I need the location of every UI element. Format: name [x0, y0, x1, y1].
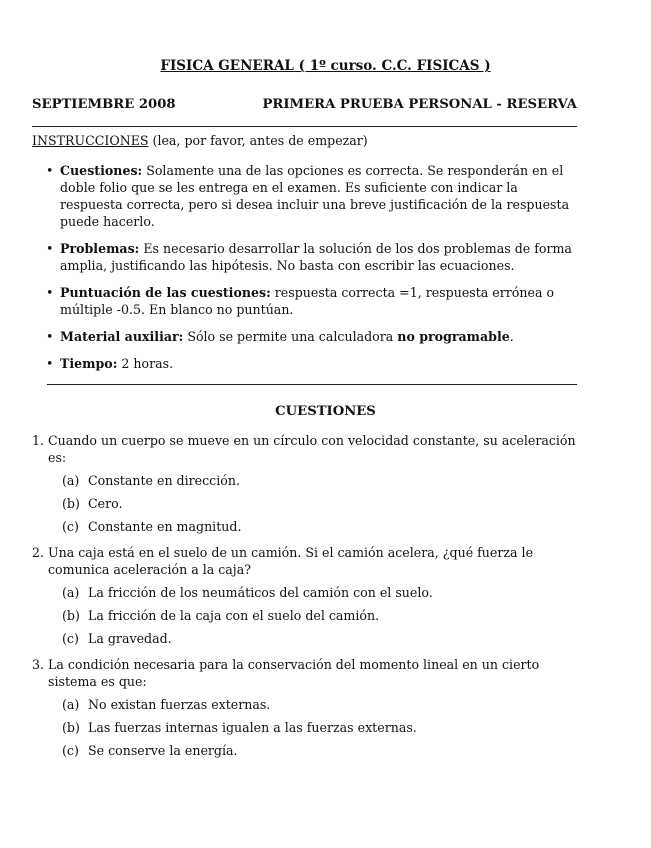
question-number: 1.: [32, 433, 45, 448]
question-text: Una caja está en el suelo de un camión. Si el camión acelera, ¿qué fuerza le comunica aceleración a la caja?: [48, 545, 534, 577]
question-text: Cuando un cuerpo se mueve en un círculo con velocidad constante, su aceleración es:: [48, 433, 576, 465]
option-text: Constante en dirección.: [88, 473, 240, 488]
instruction-text: Solamente una de las opciones es correcta. Se responderán en el doble folio que se les entrega en el examen. Es suficiente con indicar la respuesta correcta, pero si desea incluir una breve justificación de la respuesta puede hacerlo.: [60, 163, 570, 229]
option-item: [62, 742, 580, 759]
course-title: FISICA GENERAL ( 1º curso. C.C. FISICAS ): [160, 58, 491, 74]
instruction-item: [46, 162, 584, 230]
option-letter: (c): [62, 519, 79, 534]
option-text: Las fuerzas internas igualen a las fuerzas externas.: [88, 720, 417, 735]
bullet-icon: •: [46, 356, 54, 371]
option-text: Constante en magnitud.: [88, 519, 242, 534]
options-list: [48, 584, 580, 647]
option-letter: (a): [62, 473, 80, 488]
section-divider: [47, 384, 577, 385]
instructions-list: [46, 162, 584, 382]
instruction-text: Sólo se permite una calculadora: [183, 329, 398, 344]
option-text: No existan fuerzas externas.: [88, 697, 271, 712]
question-item: [32, 544, 580, 647]
instructions-label: INSTRUCCIONES: [32, 133, 149, 148]
options-list: [48, 472, 580, 535]
option-item: [62, 495, 580, 512]
instructions-heading: [32, 132, 592, 149]
question-text: La condición necesaria para la conservación del momento lineal en un cierto sistema es que:: [48, 657, 540, 689]
option-letter: (b): [62, 608, 80, 623]
exam-type: PRIMERA PRUEBA PERSONAL - RESERVA: [262, 97, 577, 112]
question-item: [32, 432, 580, 535]
question-number: 2.: [32, 545, 45, 560]
instruction-text: respuesta correcta =1, respuesta errónea o múltiple -0.5. En blanco no puntúan.: [60, 285, 555, 317]
option-item: [62, 719, 580, 736]
question-item: [32, 656, 580, 759]
instruction-item: [46, 240, 584, 274]
instruction-emphasis: no programable: [397, 329, 510, 344]
option-letter: (b): [62, 496, 80, 511]
option-letter: (c): [62, 631, 79, 646]
options-list: [48, 696, 580, 759]
instruction-heading: Material auxiliar:: [60, 329, 184, 344]
option-item: [62, 696, 580, 713]
question-number: 3.: [32, 657, 45, 672]
option-item: [62, 472, 580, 489]
instruction-text: Es necesario desarrollar la solución de los dos problemas de forma amplia, justificando las hipótesis. No basta con escribir las ecuaciones.: [60, 241, 572, 273]
questions-list: [32, 432, 580, 768]
option-text: La fricción de la caja con el suelo del camión.: [88, 608, 380, 623]
option-letter: (a): [62, 697, 80, 712]
option-text: Cero.: [88, 496, 123, 511]
option-letter: (c): [62, 743, 79, 758]
bullet-icon: •: [46, 329, 54, 344]
instruction-item: [46, 328, 584, 345]
instruction-tail: .: [509, 329, 514, 344]
instruction-heading: Cuestiones:: [60, 163, 143, 178]
bullet-icon: •: [46, 285, 54, 300]
section-title: CUESTIONES: [275, 404, 376, 419]
instructions-note: (lea, por favor, antes de empezar): [148, 133, 368, 148]
option-item: [62, 518, 580, 535]
option-item: [62, 630, 580, 647]
option-item: [62, 607, 580, 624]
option-text: La fricción de los neumáticos del camión con el suelo.: [88, 585, 433, 600]
instruction-heading: Tiempo:: [60, 356, 118, 371]
bullet-icon: •: [46, 163, 54, 178]
instruction-item: [46, 284, 584, 318]
option-letter: (a): [62, 585, 80, 600]
bullet-icon: •: [46, 241, 54, 256]
instruction-item: [46, 355, 584, 372]
option-text: Se conserve la energía.: [88, 743, 238, 758]
top-divider: [32, 126, 577, 127]
exam-date: SEPTIEMBRE 2008: [32, 97, 176, 112]
option-letter: (b): [62, 720, 80, 735]
option-item: [62, 584, 580, 601]
instruction-text: 2 horas.: [117, 356, 174, 371]
instruction-heading: Problemas:: [60, 241, 140, 256]
instruction-heading: Puntuación de las cuestiones:: [60, 285, 271, 300]
exam-header: [32, 96, 577, 113]
option-text: La gravedad.: [88, 631, 172, 646]
